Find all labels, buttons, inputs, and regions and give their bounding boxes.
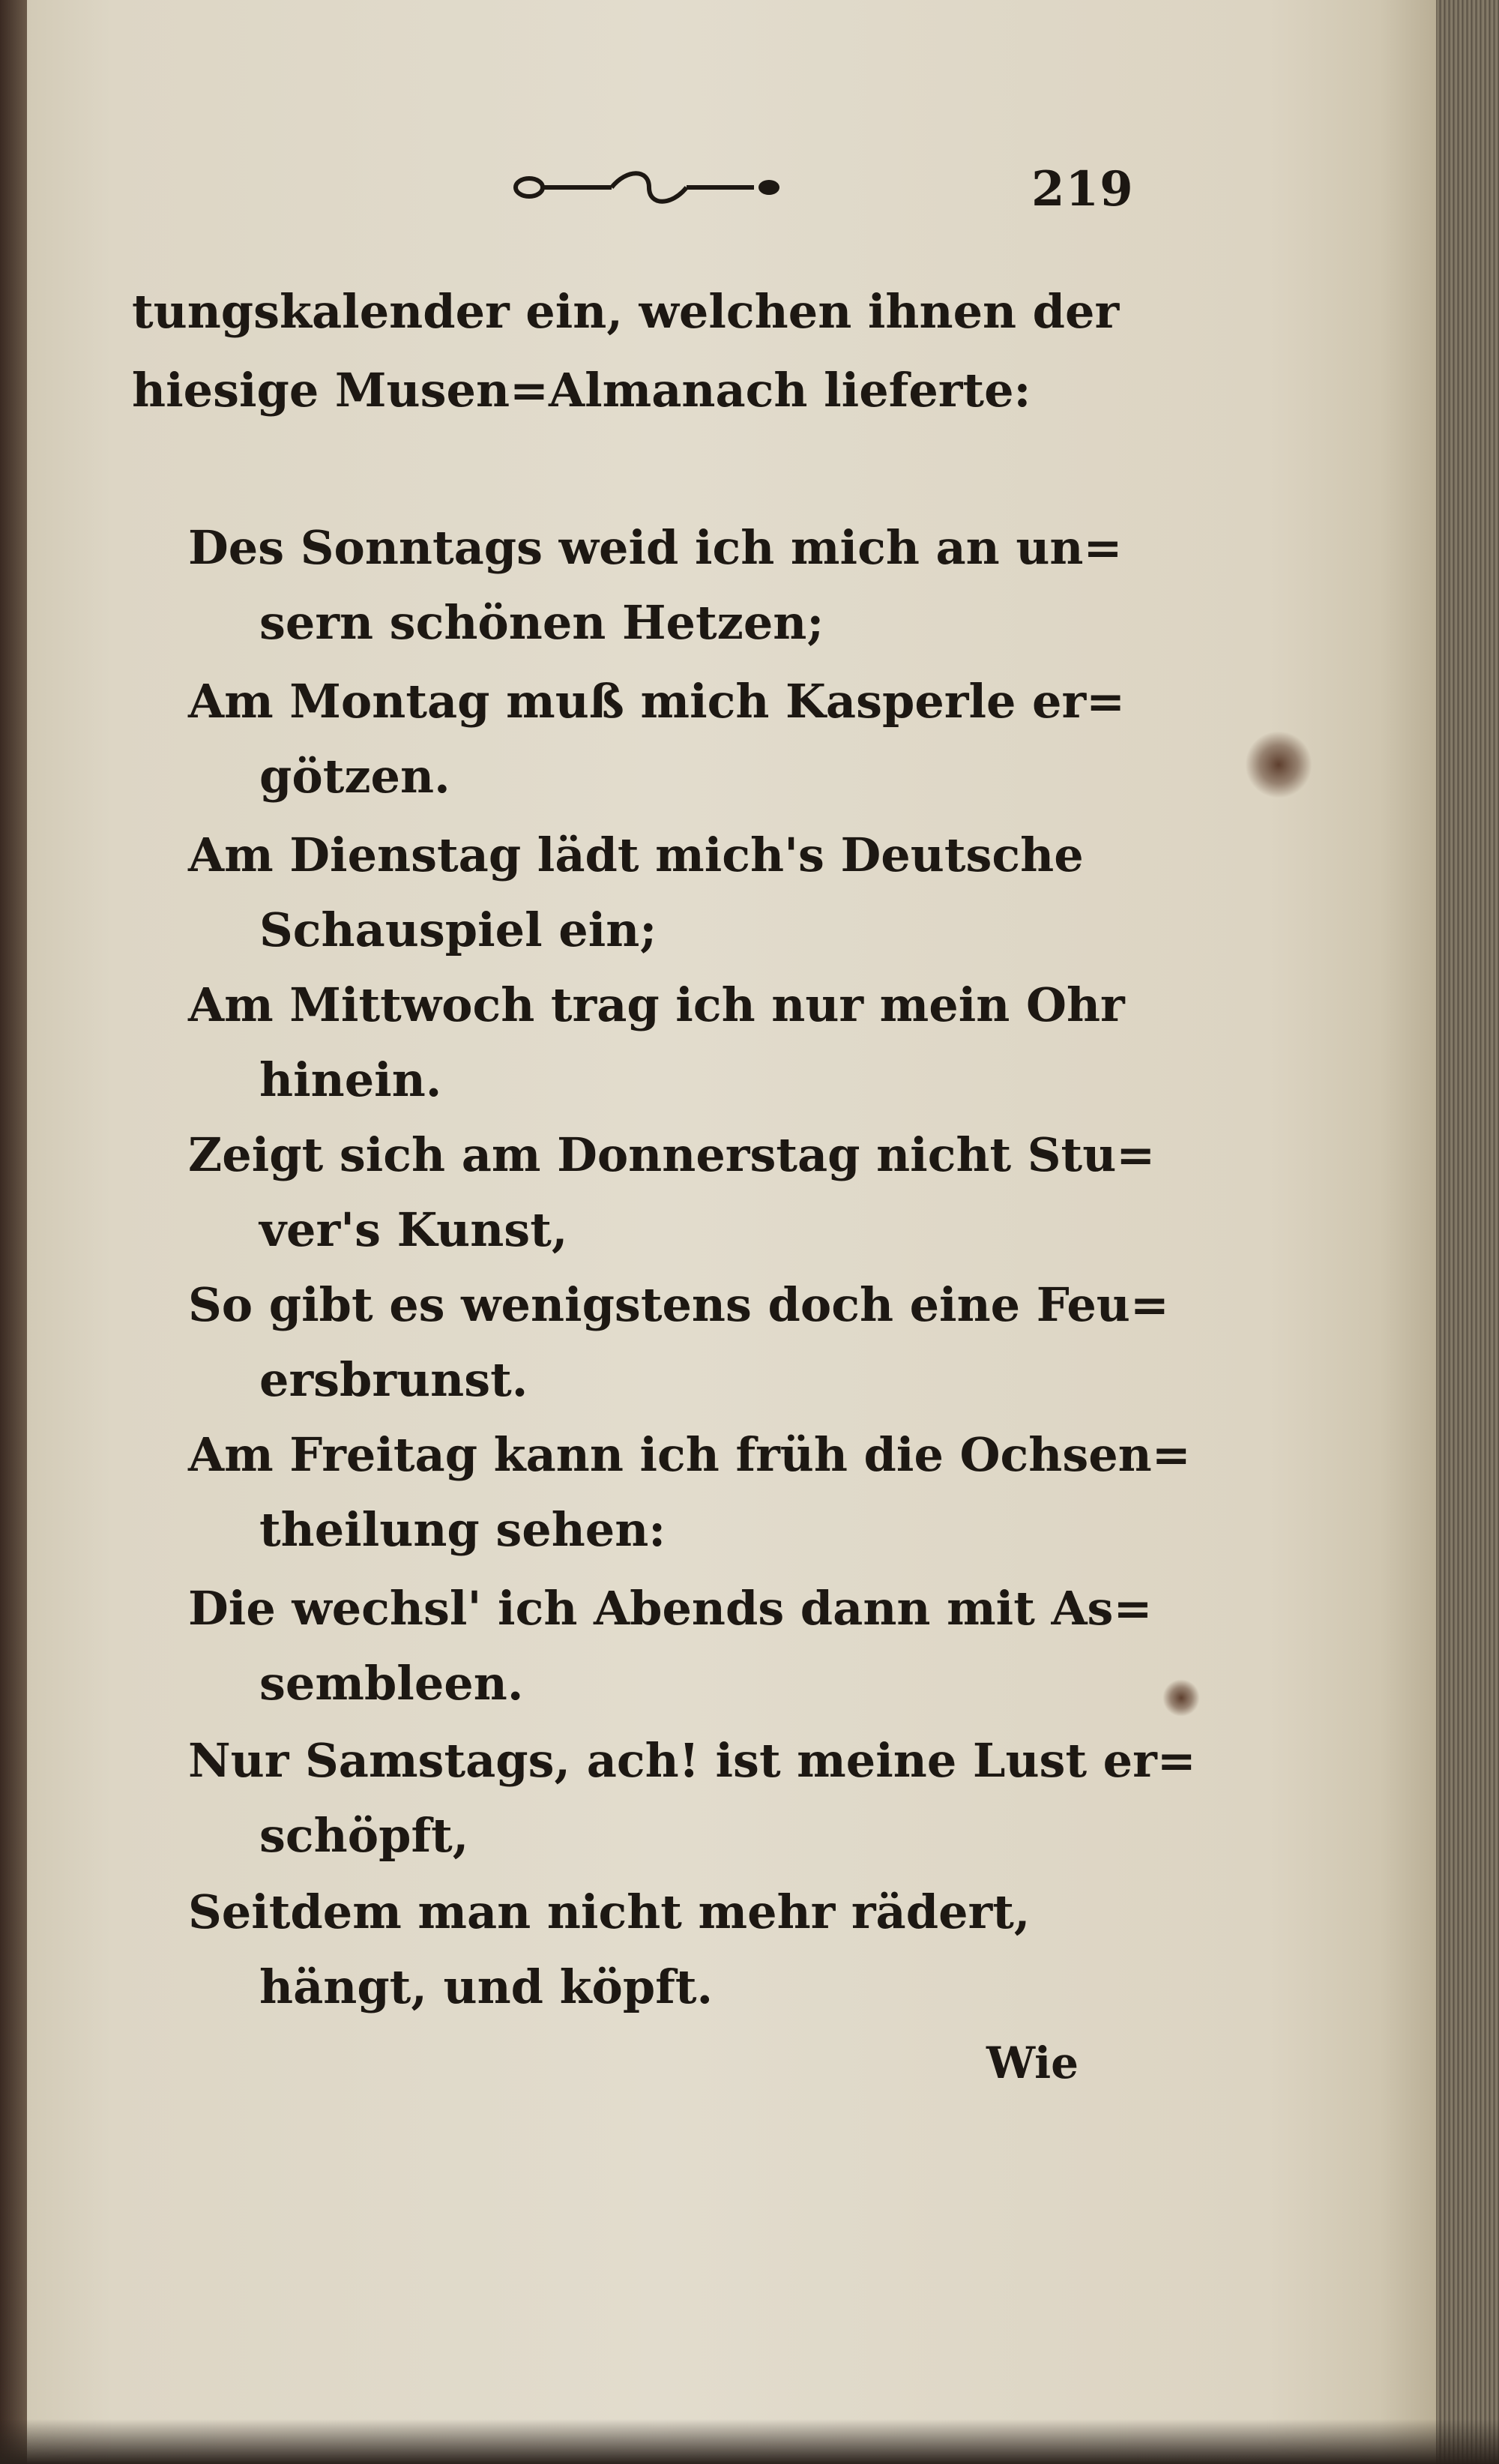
- text-line: sembleen.: [259, 1656, 524, 1711]
- text-line: Am Mittwoch trag ich nur mein Ohr: [188, 978, 1125, 1032]
- text-line: Nur Samstags, ach! ist meine Lust er=: [188, 1733, 1196, 1788]
- text-line: schöpft,: [259, 1808, 469, 1863]
- text-line: hiesige Musen=Almanach lieferte:: [132, 363, 1031, 418]
- text-line: tungskalender ein, welchen ihnen der: [132, 284, 1120, 339]
- book-spine: [0, 0, 27, 2464]
- header-ornament: [507, 161, 791, 214]
- text-line: Am Montag muß mich Kasperle er=: [188, 674, 1126, 729]
- text-line: hinein.: [259, 1052, 442, 1107]
- text-line: theilung sehen:: [259, 1502, 666, 1557]
- text-line: Die wechsl' ich Abends dann mit As=: [188, 1581, 1153, 1636]
- text-line: Schauspiel ein;: [259, 903, 657, 957]
- text-line: sern schönen Hetzen;: [259, 595, 824, 650]
- book-page: [27, 0, 1436, 2464]
- text-line: Am Dienstag lädt mich's Deutsche: [188, 828, 1084, 882]
- text-line: Am Freitag kann ich früh die Ochsen=: [188, 1427, 1191, 1482]
- text-line: So gibt es wenigstens doch eine Feu=: [188, 1277, 1169, 1332]
- text-line: götzen.: [259, 749, 450, 804]
- bottom-shadow: [0, 2419, 1499, 2464]
- catchword: Wie: [986, 2037, 1079, 2088]
- text-line: ersbrunst.: [259, 1352, 528, 1407]
- text-line: Seitdem man nicht mehr rädert,: [188, 1885, 1031, 1939]
- text-line: hängt, und köpft.: [259, 1960, 714, 2014]
- text-line: Des Sonntags weid ich mich an un=: [188, 520, 1123, 575]
- page-number: 219: [1031, 161, 1134, 217]
- text-line: ver's Kunst,: [259, 1202, 568, 1257]
- page-edges: [1436, 0, 1499, 2464]
- foxing-stain: [1162, 1679, 1200, 1717]
- text-line: Zeigt sich am Donnerstag nicht Stu=: [188, 1127, 1156, 1182]
- foxing-stain: [1245, 731, 1312, 798]
